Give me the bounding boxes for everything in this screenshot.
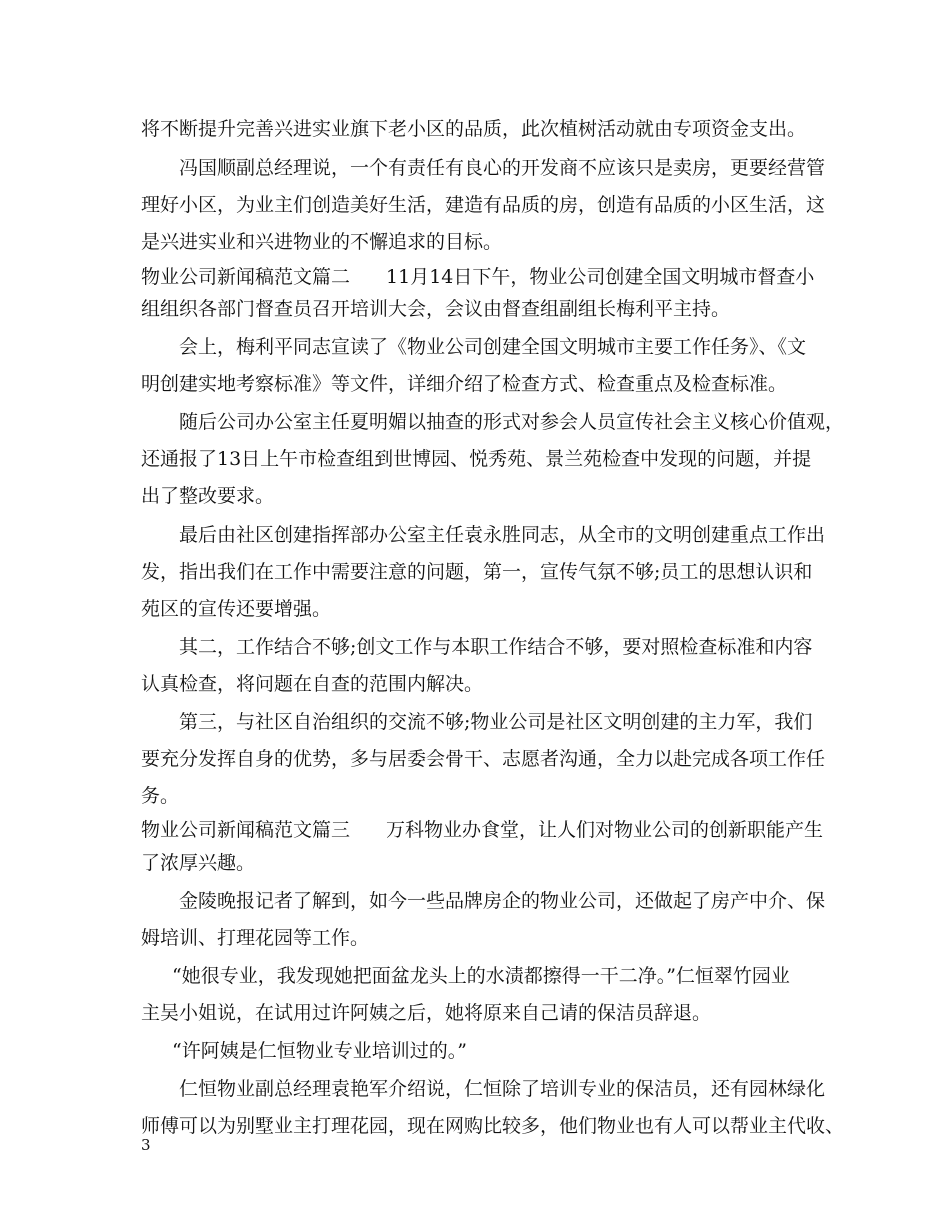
paragraph-line: 是兴进实业和兴进物业的不懈追求的目标。 [141, 231, 503, 253]
paragraph-line: “许阿姨是仁恒物业专业培训过的。” [172, 1040, 467, 1062]
paragraph-line: 理好小区，为业主们创造美好生活，建造有品质的房，创造有品质的小区生活，这 [141, 194, 826, 216]
paragraph-line: 主吴小姐说，在试用过许阿姨之后，她将原来自己请的保洁员辞退。 [141, 1002, 712, 1024]
paragraph-line: 要充分发挥自身的优势，多与居委会骨干、志愿者沟通，全力以赴完成各项工作任 [141, 748, 826, 770]
paragraph-line: 仁恒物业副总经理袁艳军介绍说，仁恒除了培训专业的保洁员，还有园林绿化 [179, 1078, 826, 1100]
paragraph-line: 冯国顺副总经理说，一个有责任有良心的开发商不应该只是卖房，更要经营管 [179, 157, 826, 179]
page-number: 3 [141, 1136, 151, 1154]
paragraph-line: “她很专业，我发现她把面盆龙头上的水渍都擦得一干二净。”仁恒翠竹园业 [172, 965, 790, 987]
paragraph-line: 了浓厚兴趣。 [141, 852, 256, 874]
paragraph-line: 将不断提升完善兴进实业旗下老小区的品质，此次植树活动就由专项资金支出。 [141, 118, 807, 140]
paragraph-line: 务。 [141, 785, 180, 807]
paragraph-text: 万科物业办食堂，让人们对物业公司的创新职能产生 [386, 819, 824, 841]
heading-line [141, 265, 821, 289]
paragraph-line: 最后由社区创建指挥部办公室主任袁永胜同志，从全市的文明创建重点工作出 [179, 524, 826, 546]
paragraph-line: 师傅可以为别墅业主打理花园，现在网购比较多，他们物业也有人可以帮业主代收、 [141, 1115, 845, 1137]
paragraph-line: 第三，与社区自治组织的交流不够;物业公司是社区文明创建的主力军，我们 [179, 711, 813, 733]
paragraph-line: 苑区的宣传还要增强。 [141, 598, 332, 620]
paragraph-line: 会上，梅利平同志宣读了《物业公司创建全国文明城市主要工作任务》、《文 [179, 336, 807, 358]
paragraph-line: 认真检查，将问题在自查的范围内解决。 [141, 673, 484, 695]
paragraph-line: 其二，工作结合不够;创文工作与本职工作结合不够，要对照检查标准和内容 [179, 636, 813, 658]
section-heading-part3: 物业公司新闻稿范文篇三 [141, 819, 351, 841]
paragraph-text: 11月14日下午，物业公司创建全国文明城市督查小 [386, 266, 815, 288]
paragraph-line: 随后公司办公室主任夏明媚以抽查的形式对参会人员宣传社会主义核心价值观， [179, 411, 845, 433]
paragraph-line: 明创建实地考察标准》等文件，详细介绍了检查方式、检查重点及检查标准。 [141, 373, 788, 395]
paragraph-line: 还通报了13日上午市检查组到世博园、悦秀苑、景兰苑检查中发现的问题，并提 [141, 448, 812, 470]
paragraph-line: 姆培训、打理花园等工作。 [141, 927, 370, 949]
section-heading-part2: 物业公司新闻稿范文篇二 [141, 266, 351, 288]
paragraph-line: 金陵晚报记者了解到，如今一些品牌房企的物业公司，还做起了房产中介、保 [179, 890, 826, 912]
heading-line [141, 818, 824, 842]
paragraph-line: 出了整改要求。 [141, 485, 275, 507]
paragraph-line: 组组织各部门督查员召开培训大会，会议由督查组副组长梅利平主持。 [141, 298, 731, 320]
paragraph-line: 发，指出我们在工作中需要注意的问题，第一，宣传气氛不够;员工的思想认识和 [141, 561, 813, 583]
